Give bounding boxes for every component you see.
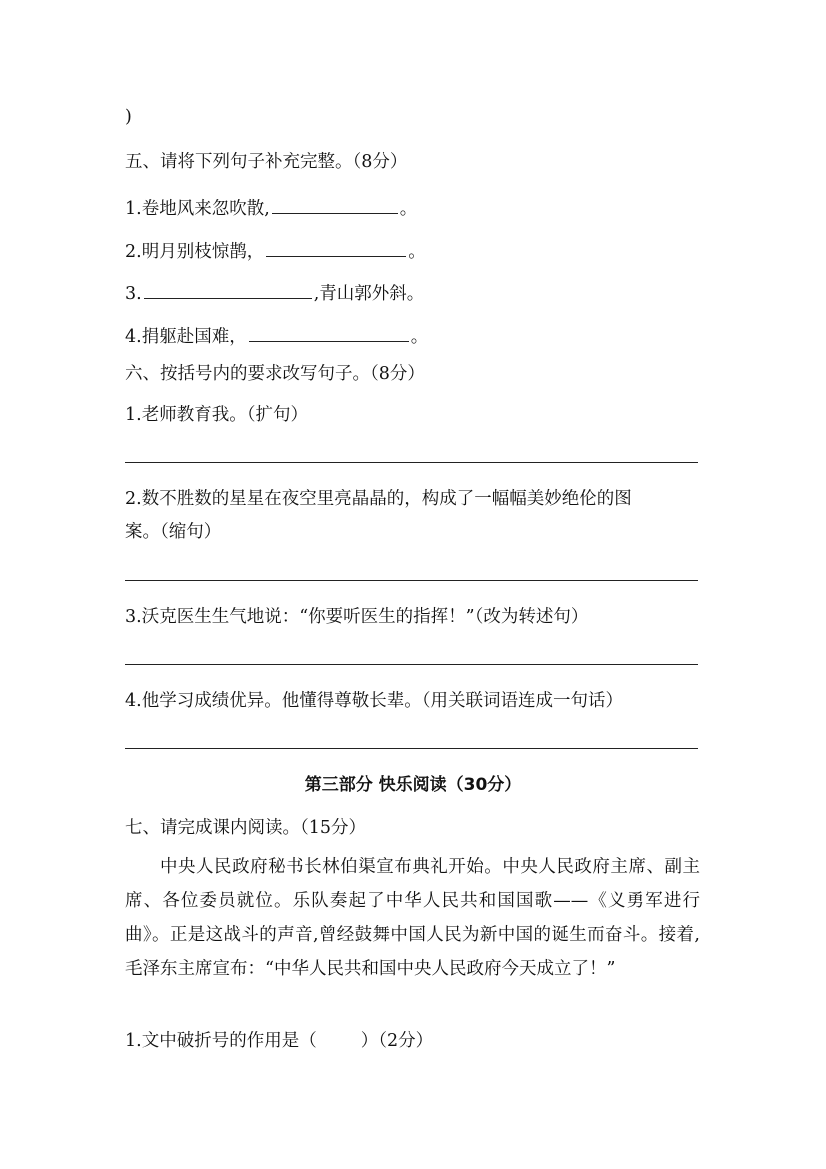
- rewrite-item-3: 3.沃克医生生气地说：“你要听医生的指挥！”（改为转述句）: [125, 607, 589, 627]
- fill-item-text: 。: [408, 242, 426, 262]
- answer-blank[interactable]: [266, 238, 406, 257]
- rewrite-item-2: 2.数不胜数的星星在夜空里亮晶晶的，构成了一幅幅美妙绝伦的图: [125, 489, 632, 509]
- fill-item-text: 卷地风来忽吹散,: [141, 199, 270, 219]
- fill-item-text: ,青山郭外斜。: [313, 284, 425, 304]
- fill-item-text: 。: [399, 199, 418, 219]
- fill-item-text: 捐躯赴国难，: [141, 327, 247, 347]
- answer-line[interactable]: [125, 748, 698, 749]
- question-text: 1.文中破折号的作用是（: [125, 1031, 317, 1051]
- answer-line[interactable]: [125, 580, 698, 581]
- fill-item-text: 。: [410, 327, 429, 347]
- answer-blank[interactable]: [144, 280, 312, 299]
- answer-line[interactable]: [125, 462, 698, 463]
- question-1: [125, 1029, 433, 1053]
- fill-item-number: 1.: [125, 199, 142, 219]
- fill-item-3: [125, 280, 424, 306]
- fill-item-text: 明月别枝惊鹊，: [141, 242, 265, 262]
- fill-item-1: [125, 195, 417, 221]
- reading-passage: 中央人民政府秘书长林伯渠宣布典礼开始。中央人民政府主席、副主席、各位委员就位。乐队奏起了中华人民共和国国歌——《义勇军进行曲》。正是这战斗的声音,曾经鼓舞中国人民为新中国的诞生而奋斗。接着,毛泽东主席宣布：“中华人民共和国中央人民政府今天成立了！”: [125, 857, 700, 979]
- answer-line[interactable]: [125, 664, 698, 665]
- rewrite-item-2-cont: 案。（缩句）: [125, 522, 222, 542]
- section6-title: 六、按括号内的要求改写句子。（8分）: [125, 364, 425, 384]
- fill-item-number: 2.: [125, 242, 142, 262]
- section5-title: 五、请将下列句子补充完整。（8分）: [125, 152, 408, 172]
- fill-item-2: [125, 238, 426, 264]
- rewrite-item-4: 4.他学习成绩优异。他懂得尊敬长辈。（用关联词语连成一句话）: [125, 691, 623, 711]
- fill-item-number: 4.: [125, 327, 142, 347]
- closing-paren: ): [125, 107, 132, 127]
- fill-item-4: [125, 323, 428, 349]
- answer-blank[interactable]: [249, 323, 409, 342]
- answer-blank[interactable]: [272, 195, 398, 214]
- question-text: ）（2分）: [360, 1031, 434, 1051]
- rewrite-item-1: 1.老师教育我。（扩句）: [125, 405, 308, 425]
- section7-title: 七、请完成课内阅读。（15分）: [125, 818, 367, 838]
- part3-heading: 第三部分 快乐阅读（30分）: [304, 775, 522, 795]
- fill-item-number: 3.: [125, 284, 142, 304]
